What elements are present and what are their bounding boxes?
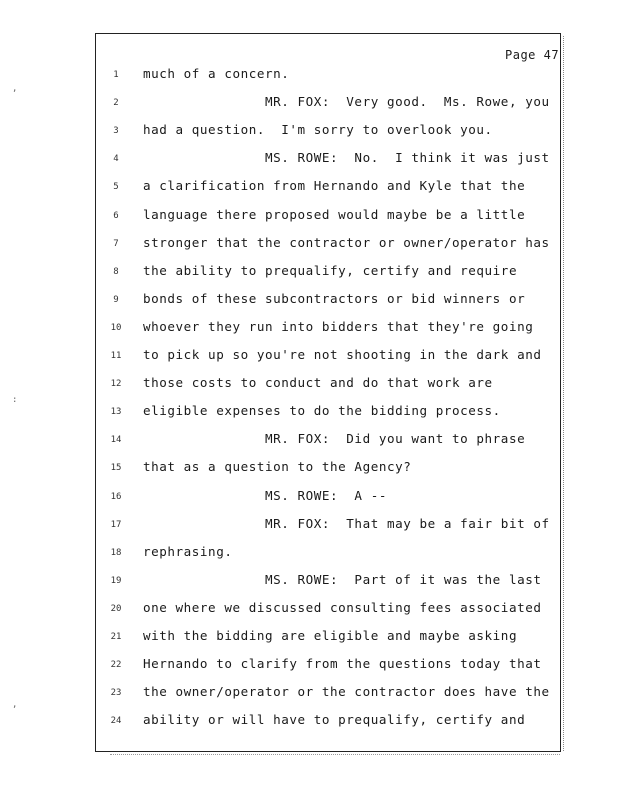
line-number: 11 <box>110 351 122 361</box>
transcript-line: eligible expenses to do the bidding process. <box>143 403 501 419</box>
transcript-line: whoever they run into bidders that they're going <box>143 318 534 334</box>
transcript-line: bonds of these subcontractors or bid winners or <box>143 290 526 306</box>
transcript-line: stronger that the contractor or owner/operator has <box>143 234 550 250</box>
line-number: 1 <box>113 70 119 80</box>
transcript-line: MR. FOX: Very good. Ms. Rowe, you <box>143 94 550 110</box>
line-number: 20 <box>110 603 122 614</box>
transcript-line: rephrasing. <box>143 543 233 559</box>
page-number: Page 47 <box>505 48 560 62</box>
transcript-line: that as a question to the Agency? <box>143 459 412 475</box>
transcript-line: MS. ROWE: No. I think it was just <box>143 150 550 166</box>
line-number: 8 <box>113 266 119 277</box>
transcript-line: to pick up so you're not shooting in the dark and <box>143 347 542 362</box>
transcript-line: MR. FOX: That may be a fair bit of <box>143 515 550 531</box>
line-number: 17 <box>110 519 122 530</box>
transcript-line: the ability to prequalify, certify and require <box>143 262 518 278</box>
line-number: 18 <box>110 547 122 558</box>
line-number: 19 <box>110 575 122 586</box>
margin-scan-mark: : <box>12 395 18 405</box>
transcript-page-frame <box>95 33 561 752</box>
transcript-line: MS. ROWE: A -- <box>143 487 387 503</box>
transcript-line: had a question. I'm sorry to overlook you. <box>143 122 493 138</box>
line-number: 16 <box>110 491 122 502</box>
line-number: 24 <box>110 716 122 727</box>
line-number: 10 <box>110 322 122 333</box>
line-number: 21 <box>110 632 122 642</box>
transcript-line: language there proposed would maybe be a little <box>143 206 526 222</box>
transcript-line: the owner/operator or the contractor does have the <box>143 684 550 700</box>
line-number: 6 <box>113 210 119 221</box>
transcript-line: ability or will have to prequalify, certify and <box>143 712 526 728</box>
line-number: 12 <box>110 379 122 390</box>
margin-scan-mark: , <box>12 700 18 710</box>
line-number: 22 <box>110 660 122 671</box>
line-number: 7 <box>113 238 119 249</box>
line-number: 9 <box>113 294 119 305</box>
line-number: 23 <box>110 688 122 699</box>
transcript-line: one where we discussed consulting fees associated <box>143 599 542 615</box>
margin-scan-mark: , <box>12 84 18 94</box>
line-number: 3 <box>113 126 119 137</box>
transcript-line: with the bidding are eligible and maybe asking <box>143 628 518 643</box>
line-number: 13 <box>110 407 122 418</box>
transcript-line: much of a concern. <box>143 66 290 81</box>
line-number: 2 <box>113 98 119 109</box>
transcript-line: a clarification from Hernando and Kyle that the <box>143 178 526 194</box>
page-bottom-edge <box>110 754 560 755</box>
transcript-line: MR. FOX: Did you want to phrase <box>143 431 526 447</box>
line-number: 5 <box>113 182 119 193</box>
transcript-line: MS. ROWE: Part of it was the last <box>143 571 542 587</box>
transcript-line: those costs to conduct and do that work are <box>143 375 493 391</box>
line-number: 4 <box>113 154 119 165</box>
line-number: 14 <box>110 435 122 446</box>
transcript-line: Hernando to clarify from the questions today that <box>143 656 542 672</box>
line-number: 15 <box>110 463 122 474</box>
